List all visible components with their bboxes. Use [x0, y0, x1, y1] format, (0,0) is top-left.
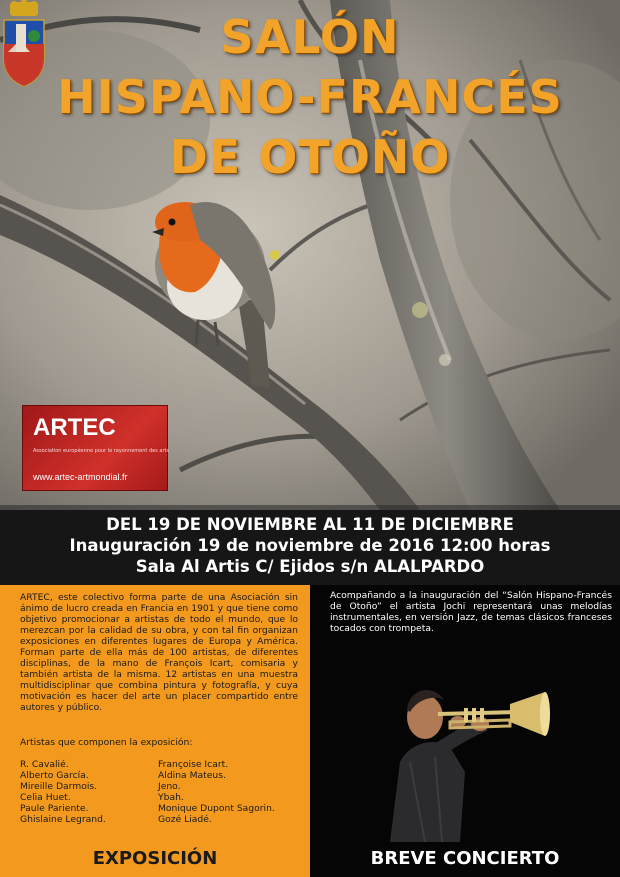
exhibition-label: EXPOSICIÓN — [92, 848, 218, 869]
artist-name: Jeno. — [158, 781, 181, 792]
municipal-crest-icon — [0, 0, 48, 88]
dates-banner — [0, 505, 620, 585]
artec-logo-tagline: Association européenne pour le rayonnement des arts — [33, 448, 170, 454]
artists-list-right — [158, 759, 275, 825]
trumpet-player-photo — [380, 652, 560, 842]
artist-name: Mireille Darmois. — [20, 781, 98, 792]
artist-name: Ghislaine Legrand. — [20, 814, 106, 825]
title-line-2: HISPANO-FRANCÉS — [57, 70, 563, 124]
artist-name: Gozé Liadé. — [158, 814, 212, 825]
exhibition-description: ARTEC, este colectivo forma parte de una Asociación sin ánimo de lucro creada en Francia en 1901 y que tiene como objetivo promocionar a artistas de todo el mundo, que lo merezcan por la calidad de su obra, y con tal fin organizan exposiciones en diferentes lugares de Europa y América. Forman parte de ella más de 100 artistas, de diferentes disciplinas, de la mano de François Icart, comisaria y también artista de la misma. 12 artistas en una muestra multidisciplinar que combina pintura y fotografía, y cuya motivación es hacer del arte un placer compartido entre autores y público. — [20, 592, 298, 713]
artist-name: Alberto García. — [20, 770, 89, 781]
title-line-3: DE OTOÑO — [169, 130, 451, 184]
artists-heading: Artistas que componen la exposición: — [20, 737, 193, 748]
artists-list-left — [20, 759, 106, 825]
artist-name: Celia Huet. — [20, 792, 71, 803]
date-range: DEL 19 DE NOVIEMBRE AL 11 DE DICIEMBRE — [106, 515, 514, 534]
title-line-1: SALÓN — [220, 10, 400, 64]
concert-description: Acompañando a la inauguración del “Salón Hispano-Francés de Otoño” el artista Jochi representará unas melodías instrumentales, en versión Jazz, de temas clásicos franceses tocados con trompeta. — [330, 590, 612, 634]
artist-name: Monique Dupont Sagorin. — [158, 803, 275, 814]
concert-label: BREVE CONCIERTO — [370, 848, 560, 869]
artist-name: R. Cavalié. — [20, 759, 69, 770]
artist-name: Ybah. — [158, 792, 184, 803]
artec-logo-name: ARTEC — [33, 414, 116, 441]
artist-name: Paule Pariente. — [20, 803, 89, 814]
artist-name: Françoise Icart. — [158, 759, 229, 770]
artec-logo — [22, 405, 168, 491]
inauguration-date: Inauguración 19 de noviembre de 2016 12:00 horas — [69, 536, 551, 555]
artist-name: Aldina Mateus. — [158, 770, 226, 781]
venue-address: Sala Al Artis C/ Ejidos s/n ALALPARDO — [135, 557, 485, 576]
exhibition-panel — [0, 585, 310, 877]
artec-logo-url: www.artec-artmondial.fr — [33, 472, 128, 482]
